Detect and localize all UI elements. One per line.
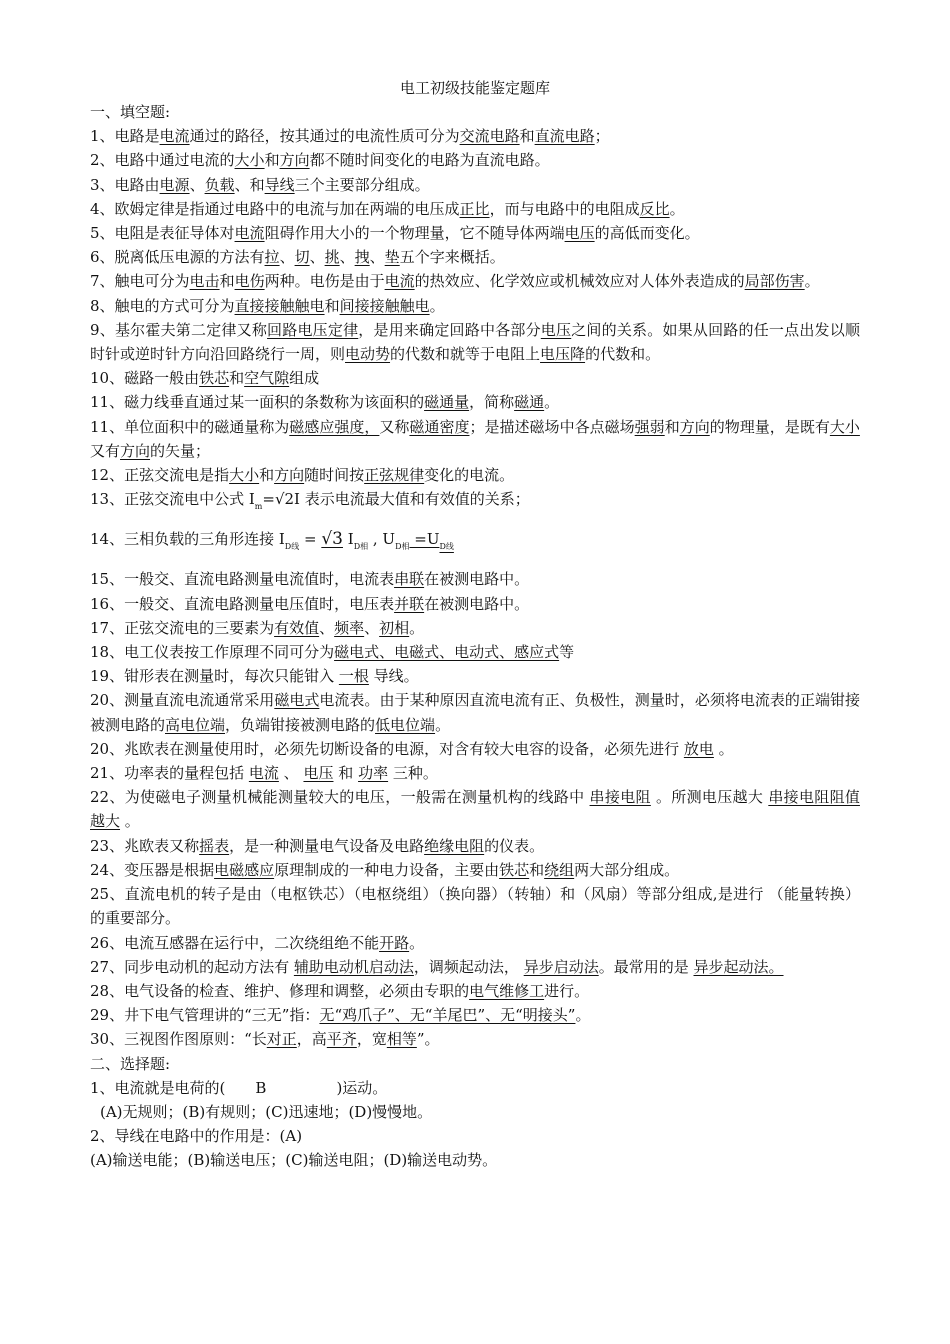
question-4: 4、欧姆定律是指通过电路中的电流与加在两端的电压成正比，而与电路中的电阻成反比。 [90,199,685,218]
question-3: 3、电路由电源、负载、和导线三个主要部分组成。 [90,175,430,194]
question-9: 9、基尔霍夫第二定律又称回路电压定律，是用来确定回路中各部分电压之间的关系。如果从回路的任一点出发以顺时针或逆时针方向沿回路绕行一周，则电动势的代数和就等于电阻上电压降的代数和。 [90,320,860,364]
question-26: 26、电流互感器在运行中，二次绕组绝不能开路。 [90,933,425,952]
question-15: 15、一般交、直流电路测量电流值时，电流表串联在被测电路中。 [90,570,530,589]
question-18: 18、电工仪表按工作原理不同可分为磁电式、电磁式、电动式、感应式等 [90,643,575,662]
question-13: 13、正弦交流电中公式 $I_m=√2I$ 表示电流最大值和有效值的关系； [90,490,530,512]
section-heading-choice: 二、选择题: [90,1054,171,1073]
question-17: 17、正弦交流电的三要素为有效值、频率、初相。 [90,618,425,637]
question-7: 7、触电可分为电击和电伤两种。电伤是由于电流的热效应、化学效应或机械效应对人体外表造成的局部伤害。 [90,272,820,291]
question-27: 27、同步电动机的起动方法有 辅助电动机启动法，调频起动法， 异步启动法。最常用的是 异步起动法。 [90,957,784,976]
question-14: 14、三相负载的三角形连接 $I_{D线} = √3$ $I_{D相}$ , $U_{D相} =U_{D线}$ [90,529,454,552]
question-5: 5、电阻是表征导体对电流阻碍作用大小的一个物理量，它不随导体两端电压的高低而变化。 [90,224,700,243]
question-28: 28、电气设备的检查、维护、修理和调整，必须由专职的电气维修工进行。 [90,981,590,1000]
section-heading-fill-blank: 一、填空题: [90,103,171,121]
question-22: 22、为使磁电子测量机械能测量较大的电压，一般需在测量机构的线路中 串接电阻 。所测电压越大 串接电阻阻值 越大 。 [90,788,860,831]
question-16: 16、一般交、直流电路测量电压值时，电压表并联在被测电路中。 [90,594,530,613]
question-8: 8、触电的方式可分为直接接触触电和间接接触触电。 [90,296,445,315]
question-10: 10、磁路一般由铁芯和空气隙组成 [90,369,320,388]
choice-2: 2、导线在电路中的作用是：(A) [90,1127,303,1146]
question-29: 29、井下电气管理讲的“三无”指：无“鸡爪子”、无“羊尾巴”、无“明接头”。 [90,1006,591,1025]
question-20b: 20、兆欧表在测量使用时，必须先切断设备的电源，对含有较大电容的设备，必须先进行 放电 。 [90,739,734,758]
question-11b: 11、单位面积中的磁通量称为磁感应强度，又称磁通密度；是描述磁场中各点磁场强弱和方向的物理量，是既有大小又有方向的矢量； [90,417,860,460]
question-6: 6、脱离低压电源的方法有拉、切、挑、拽、垫五个字来概括。 [90,248,505,267]
question-23: 23、兆欧表又称摇表，是一种测量电气设备及电路绝缘电阻的仪表。 [90,836,545,855]
question-12: 12、正弦交流电是指大小和方向随时间按正弦规律变化的电流。 [90,466,515,485]
question-11a: 11、磁力线垂直通过某一面积的条数称为该面积的磁通量，简称磁通。 [90,393,560,412]
page-title: 电工初级技能鉴定题库 [399,79,550,97]
question-1: 1、电路是电流通过的路径，按其通过的电流性质可分为交流电路和直流电路； [90,127,610,146]
question-30: 30、三视图作图原则：“长对正，高平齐，宽相等”。 [90,1030,440,1049]
question-19: 19、钳形表在测量时，每次只能钳入 一根 导线。 [90,667,419,686]
question-20a: 20、测量直流电流通常采用磁电式电流表。由于某种原因直流电流有正、负极性，测量时，必须将电流表的正端钳接被测电路的高电位端，负端钳接被测电路的低电位端。 [90,691,860,734]
choice-2-options: (A)输送电能；(B)输送电压；(C)输送电阻；(D)输送电动势。 [90,1151,498,1170]
choice-1-options: (A)无规则；(B)有规则；(C)迅速地；(D)慢慢地。 [100,1102,433,1121]
question-24: 24、变压器是根据电磁感应原理制成的一种电力设备，主要由铁芯和绕组两大部分组成。 [90,860,680,879]
choice-1: 1、电流就是电荷的( B )运动。 [90,1078,388,1097]
question-2: 2、电路中通过电流的大小和方向都不随时间变化的电路为直流电路。 [90,151,550,170]
question-21: 21、功率表的量程包括 电流 、 电压 和 功率 三种。 [90,764,438,783]
question-25: 25、直流电机的转子是由（电枢铁芯）（电枢绕组）（换向器）（转轴）和（风扇）等部分组成,是进行 （能量转换）的重要部分。 [90,885,860,928]
